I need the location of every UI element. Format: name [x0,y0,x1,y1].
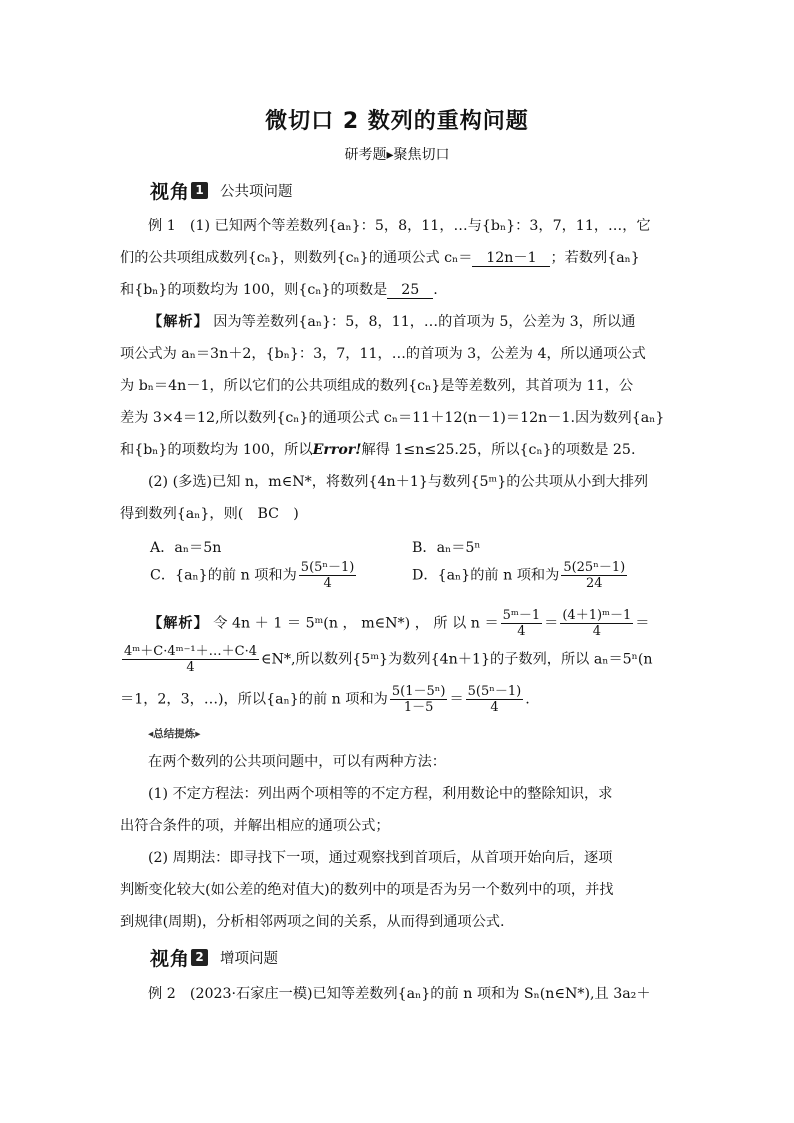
denominator: 4 [490,700,499,715]
option-a: A．aₙ＝5n [150,540,222,556]
option-c [150,560,358,591]
example-2-line-1: 例 2 (2023·石家庄一模)已知等差数列{aₙ}的前 n 项和为 Sₙ(n∈N*),且 3a₂＋ [148,986,651,1002]
solution-1-line-4: 差为 3×4＝12,所以数列{cₙ}的通项公式 cₙ＝11＋12(n－1)＝12n－1.因为数列{aₙ} [120,410,665,426]
denominator: 4 [517,624,526,639]
example-1b-line-2: 得到数列{aₙ}，则( BC ) [120,506,299,522]
summary-line-2: (1) 不定方程法：列出两个项相等的不定方程，利用数论中的整除知识，求 [148,786,613,802]
numerator: 5(5ⁿ－1) [300,560,355,575]
text: ＝1，2，3，…)，所以{aₙ}的前 n 项和为 [120,691,388,708]
section-number-badge: 2 [191,949,208,966]
fraction [122,644,259,675]
solution-1-line-5 [120,440,675,460]
denominator: 4 [186,660,195,675]
summary-line-6: 到规律(周期)，分析相邻两项之间的关系，从而得到通项公式. [120,914,505,930]
page-title [0,104,794,135]
denominator: 1－5 [403,700,434,715]
text: 们的公共项组成数列{cₙ}，则数列{cₙ}的通项公式 cₙ＝ [120,250,473,266]
solution-tag: 【解析】 [148,314,209,330]
solution-2-line-1 [148,608,675,639]
page-title-text: 微切口 2 数列的重构问题 [265,109,529,134]
text: 和{bₙ}的项数均为 100，所以 [120,442,313,458]
option-b: B．aₙ＝5ⁿ [412,540,481,556]
summary-line-5: 判断变化较大(如公差的绝对值大)的数列中的项是否为另一个数列中的项，并找 [120,882,614,898]
solution-tag: 【解析】 [148,615,209,632]
denominator: 24 [585,576,603,591]
example-1-line-2 [120,248,675,268]
solution-1-line-1 [148,312,703,332]
denominator: 4 [592,624,601,639]
text: ＝ [635,615,650,632]
section-word: 视角 [150,181,191,203]
numerator: 5(1－5ⁿ) [391,684,446,699]
text: D．{aₙ}的前 n 项和为 [412,567,560,584]
numerator: (4＋1)ᵐ－1 [562,608,632,623]
fraction [501,608,543,639]
numerator: 5(5ⁿ－1) [467,684,522,699]
fraction [299,560,357,591]
fraction [466,684,524,715]
fraction [561,560,627,591]
section-title: 增项问题 [220,951,279,967]
fraction [560,608,633,639]
section-word: 视角 [150,948,191,970]
text: ∈N*,所以数列{5ᵐ}为数列{4n＋1}的子数列，所以 aₙ＝5ⁿ(n [261,651,653,668]
example-1-line-3 [120,280,675,300]
section-header-2 [150,944,278,971]
text: ＝ [544,615,559,632]
error-mark: Error! [312,442,362,458]
summary-line-1: 在两个数列的公共项问题中，可以有两种方法： [148,754,446,770]
page-subtitle: 研考题▸聚焦切口 [344,147,450,163]
answer-blank-2: 25 [387,282,433,299]
numerator: 4ᵐ＋C·4ᵐ⁻¹＋…＋C·4 [124,644,257,659]
example-1-line-1: 例 1 (1) 已知两个等差数列{aₙ}：5，8，11，…与{bₙ}：3，7，11，…，它 [148,218,651,234]
text: 因为等差数列{aₙ}：5，8，11，…的首项为 5，公差为 3，所以通 [213,314,636,330]
summary-tag: ◂总结提炼▸ [148,728,201,740]
fraction [390,684,448,715]
denominator: 4 [323,576,332,591]
numerator: 5(25ⁿ－1) [563,560,626,575]
answer-blank-1: 12n－1 [472,250,550,267]
numerator: 5ᵐ－1 [502,608,541,623]
text: 和{bₙ}的项数均为 100，则{cₙ}的项数是 [120,282,388,298]
text: C．{aₙ}的前 n 项和为 [150,567,297,584]
text: ；若数列{aₙ} [550,250,640,266]
option-d [412,560,629,591]
solution-2-line-2 [120,644,675,675]
section-header-1 [150,177,293,204]
text: . [525,691,530,708]
section-number-badge: 1 [191,182,208,199]
text: . [433,282,438,298]
example-1b-line-1: (2) (多选)已知 n，m∈N*，将数列{4n＋1}与数列{5ᵐ}的公共项从小到大排列 [148,474,649,490]
text: 解得 1≤n≤25.25，所以{cₙ}的项数是 25. [361,442,636,458]
text: 令 4n ＋ 1 ＝ 5ᵐ(n ， m∈N*) ， 所 以 n ＝ [213,615,499,632]
summary-line-4: (2) 周期法：即寻找下一项，通过观察找到首项后，从首项开始向后，逐项 [148,850,613,866]
section-title: 公共项问题 [220,184,293,200]
solution-1-line-3: 为 bₙ＝4n－1，所以它们的公共项组成的数列{cₙ}是等差数列，其首项为 11，公 [120,378,634,394]
text: ＝ [449,691,464,708]
solution-1-line-2: 项公式为 aₙ＝3n＋2，{bₙ}：3，7，11，…的首项为 3，公差为 4，所以通项公式 [120,346,646,362]
solution-2-line-3 [120,684,675,715]
summary-line-3: 出符合条件的项，并解出相应的通项公式； [120,818,390,834]
